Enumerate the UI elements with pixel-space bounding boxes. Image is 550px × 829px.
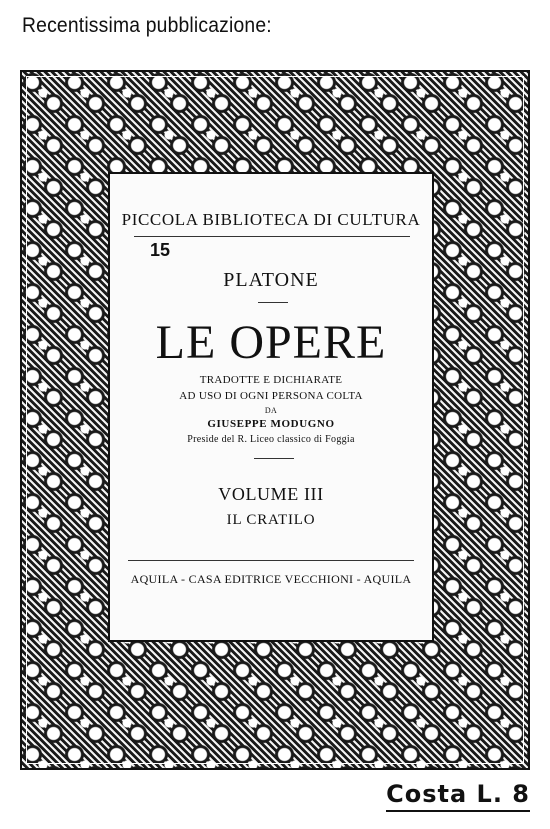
divider-rule (258, 302, 288, 303)
cover-panel (108, 172, 434, 642)
divider-rule (254, 458, 294, 459)
translator-name: GIUSEPPE MODUGNO (207, 418, 335, 430)
publisher-line: AQUILA - CASA EDITRICE VECCHIONI - AQUILA (130, 572, 412, 586)
page-header: Recentissima pubblicazione: (22, 14, 272, 37)
description-line: TRADOTTE E DICHIARATE (199, 374, 343, 386)
description-line: AD USO DI OGNI PERSONA COLTA (179, 390, 363, 402)
description-line: DA (264, 406, 278, 415)
translator-role: Preside del R. Liceo classico di Foggia (187, 434, 355, 445)
divider-rule (134, 236, 410, 237)
price-box (386, 780, 530, 812)
series-title: PICCOLA BIBLIOTECA DI CULTURA (121, 210, 421, 229)
volume-label: VOLUME III (218, 484, 324, 504)
price-label: Costa L. 8 (386, 780, 530, 812)
divider-rule (128, 560, 414, 561)
author-name: PLATONE (223, 269, 319, 291)
book-title: LE OPERE (155, 316, 387, 369)
volume-subtitle: IL CRATILO (226, 512, 316, 528)
series-number: 15 (150, 240, 171, 260)
